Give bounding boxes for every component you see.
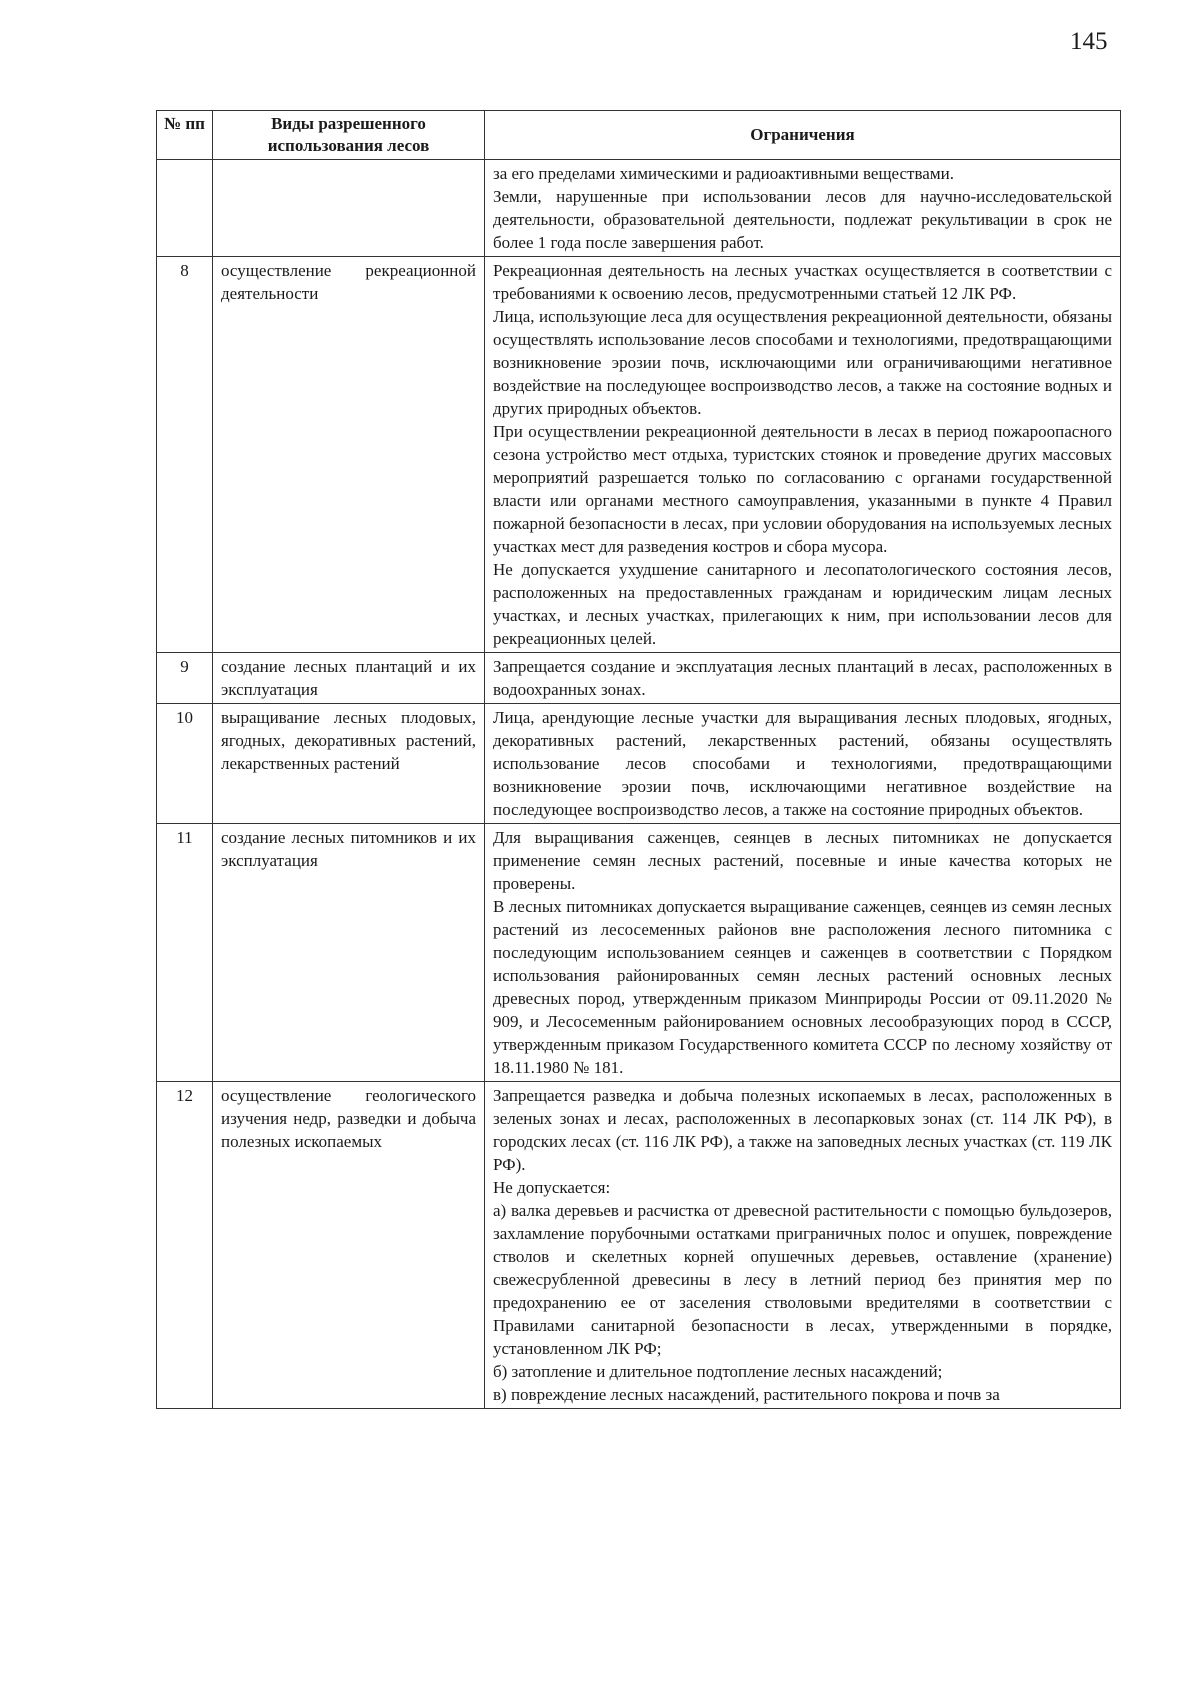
header-num: № пп [157, 111, 213, 160]
row-number: 10 [157, 704, 213, 824]
limit-paragraph: Не допускается ухудшение санитарного и лесопатологического состояния лесов, расположенных на предоставленных гражданам и юридическим лицам лесных участках, и лесных участках, прилегающих к ним, при использовании лесов для рекреационных целей. [493, 560, 1112, 648]
table-row [157, 257, 1121, 653]
restrictions-table [156, 110, 1121, 1409]
limits-cell [485, 704, 1121, 824]
limit-paragraph: Лица, арендующие лесные участки для выращивания лесных плодовых, ягодных, декоративных растений, лекарственных растений, обязаны осуществлять использование лесов способами и технологиями, предотвращающими возникновение эрозии почв, исключающими негативное воздействие на последующее воспроизводство лесов, а также на состояние природных объектов. [493, 708, 1112, 819]
use-type: осуществление рекреационной деятельности [213, 257, 485, 653]
table-row [157, 653, 1121, 704]
limit-paragraph: При осуществлении рекреационной деятельности в лесах в период пожароопасного сезона устройство мест отдыха, туристских стоянок и проведение других массовых мероприятий разрешается только по согласованию с органами государственной власти или органами местного самоуправления, указанными в пункте 4 Правил пожарной безопасности в лесах, при условии оборудования на используемых лесных участках мест для разведения костров и сбора мусора. [493, 422, 1112, 556]
limits-cell [485, 824, 1121, 1082]
limit-paragraph: Запрещается создание и эксплуатация лесных плантаций в лесах, расположенных в водоохранных зонах. [493, 657, 1112, 699]
table-row [157, 1082, 1121, 1409]
limit-paragraph: Для выращивания саженцев, сеянцев в лесных питомниках не допускается применение семян лесных растений, посевные и иные качества которых не проверены. [493, 828, 1112, 893]
limit-paragraph: Лица, использующие леса для осуществления рекреационной деятельности, обязаны осуществлять использование лесов способами и технологиями, предотвращающими возникновение эрозии почв, исключающими или ограничивающими негативное воздействие на последующее воспроизводство лесов, а также на состояние водных и других природных объектов. [493, 307, 1112, 418]
use-type: осуществление геологического изучения недр, разведки и добыча полезных ископаемых [213, 1082, 485, 1409]
row-number: 11 [157, 824, 213, 1082]
limit-paragraph: б) затопление и длительное подтопление лесных насаждений; [493, 1362, 943, 1381]
limits-cell [485, 257, 1121, 653]
table-row [157, 704, 1121, 824]
limit-paragraph: Запрещается разведка и добыча полезных ископаемых в лесах, расположенных в зеленых зонах и лесах, расположенных в лесопарковых зонах (ст. 114 ЛК РФ), в городских лесах (ст. 116 ЛК РФ), а также на заповедных лесных участках (ст. 119 ЛК РФ). [493, 1086, 1112, 1174]
limit-paragraph: Рекреационная деятельность на лесных участках осуществляется в соответствии с требованиями к освоению лесов, предусмотренными статьей 12 ЛК РФ. [493, 261, 1112, 303]
row-number: 12 [157, 1082, 213, 1409]
row-number: 9 [157, 653, 213, 704]
table-row [157, 160, 1121, 257]
use-type: создание лесных плантаций и их эксплуатация [213, 653, 485, 704]
row-number: 8 [157, 257, 213, 653]
limit-paragraph: В лесных питомниках допускается выращивание саженцев, сеянцев из семян лесных растений из лесосеменных районов вне расположения лесного питомника с последующим использованием сеянцев и саженцев в соответствии с Порядком использования районированных семян лесных растений основных лесных древесных пород, утвержденным приказом Минприроды России от 09.11.2020 № 909, и Лесосеменным районированием основных лесообразующих пород в СССР, утвержденным приказом Государственного комитета СССР по лесному хозяйству от 18.11.1980 № 181. [493, 897, 1112, 1077]
use-type: создание лесных питомников и их эксплуатация [213, 824, 485, 1082]
use-type: выращивание лесных плодовых, ягодных, декоративных растений, лекарственных растений [213, 704, 485, 824]
limits-cell [485, 1082, 1121, 1409]
page-number: 145 [1070, 28, 1108, 55]
header-use-type: Виды разрешенного использования лесов [213, 111, 485, 160]
table-header-row [157, 111, 1121, 160]
limit-paragraph: в) повреждение лесных насаждений, растительного покрова и почв за [493, 1385, 1000, 1404]
header-limits: Ограничения [485, 111, 1121, 160]
use-type [213, 160, 485, 257]
row-number [157, 160, 213, 257]
limit-paragraph: за его пределами химическими и радиоактивными веществами. [493, 164, 954, 183]
limit-paragraph: а) валка деревьев и расчистка от древесной растительности с помощью бульдозеров, захламление порубочными остатками приграничных полос и опушек, повреждение стволов и скелетных корней опушечных деревьев, оставление (хранение) свежесрубленной древесины в лесу в летний период без принятия мер по предохранению ее от заселения стволовыми вредителями в соответствии с Правилами санитарной безопасности в лесах, утвержденными в порядке, установленном ЛК РФ; [493, 1201, 1112, 1358]
table-row [157, 824, 1121, 1082]
limit-paragraph: Земли, нарушенные при использовании лесов для научно-исследовательской деятельности, образовательной деятельности, подлежат рекультивации в срок не более 1 года после завершения работ. [493, 187, 1112, 252]
limit-paragraph: Не допускается: [493, 1178, 611, 1197]
limits-cell [485, 160, 1121, 257]
limits-cell [485, 653, 1121, 704]
